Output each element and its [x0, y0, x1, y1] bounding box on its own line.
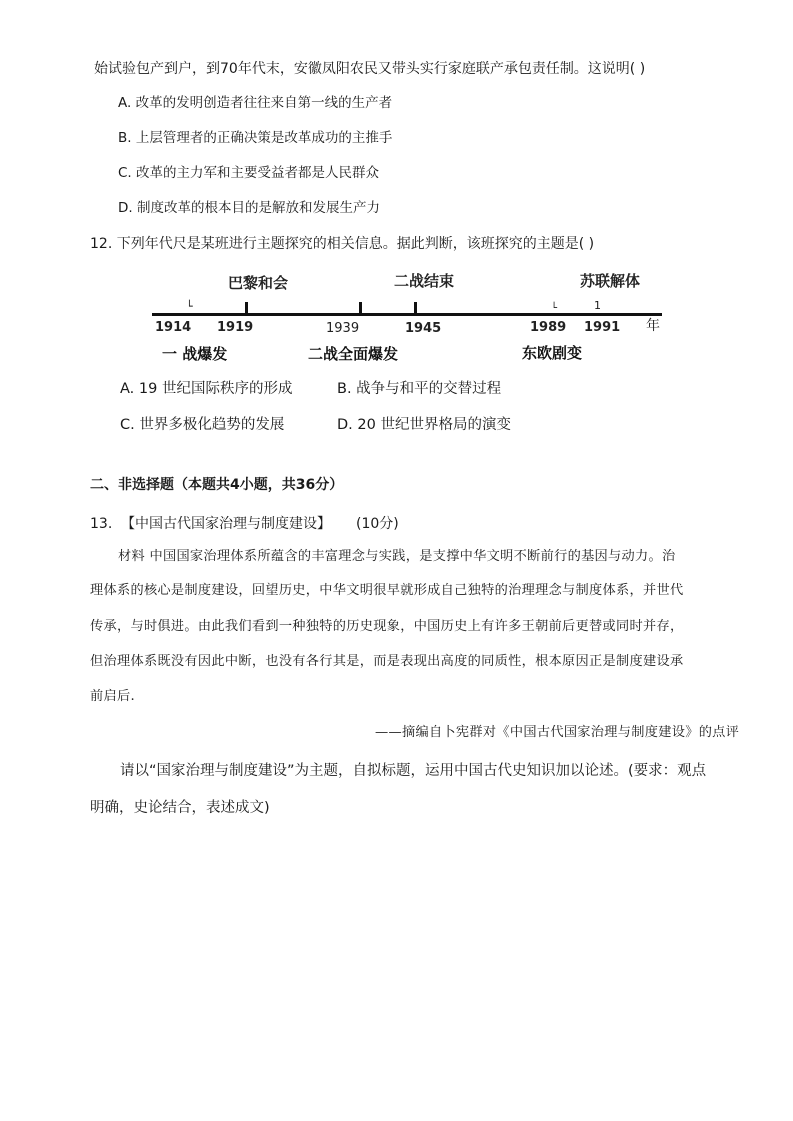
timeline-mark-1989: └: [551, 303, 558, 314]
q12-option-a: A. 19 世纪国际秩序的形成: [120, 381, 293, 397]
q11-option-d: D. 制度改革的根本目的是解放和发展生产力: [118, 200, 380, 216]
q11-stem-tail: 始试验包产到户，到70年代末，安徽凤阳农民又带头实行家庭联产承包责任制。这说明( ): [94, 61, 646, 77]
timeline-tick-1919: [245, 302, 248, 316]
q11-option-c: C. 改革的主力军和主要受益者都是人民群众: [118, 165, 380, 181]
timeline-year-1991: 1991: [584, 320, 621, 335]
q13-material-line: 但治理体系既没有因此中断，也没有各行其是，而是表现出高度的同质性，根本原因正是制度建设承: [90, 654, 684, 669]
q13-task-line: 请以“国家治理与制度建设”为主题，自拟标题，运用中国古代史知识加以论述。(要求：观点: [120, 763, 707, 779]
timeline-event-paris-conference: 巴黎和会: [228, 274, 289, 292]
timeline-event-ww2-end: 二战结束: [394, 272, 455, 290]
q13-source: ——摘编自卜宪群对《中国古代国家治理与制度建设》的点评: [375, 725, 740, 740]
timeline-axis: [152, 313, 662, 316]
timeline-year-1919: 1919: [217, 320, 254, 335]
q12-option-b: B. 战争与和平的交替过程: [337, 381, 502, 397]
q12-option-c: C. 世界多极化趋势的发展: [120, 417, 285, 433]
timeline-mark-1991: 1: [594, 299, 601, 312]
q13-material-line: 传承，与时俱进。由此我们看到一种独特的历史现象，中国历史上有许多王朝前后更替或同时并存，: [90, 619, 684, 634]
timeline-tick-1939: [359, 302, 362, 316]
q11-option-a: A. 改革的发明创造者往往来自第一线的生产者: [118, 95, 393, 111]
q13-task-line: 明确，史论结合，表述成文): [90, 800, 270, 816]
timeline-year-1914: 1914: [155, 320, 192, 335]
section-heading: 二、非选择题（本题共4小题，共36分）: [90, 477, 344, 493]
q13-number: 13.: [90, 516, 113, 532]
timeline-year-1945: 1945: [405, 321, 442, 336]
q13-score: (10分): [356, 516, 399, 532]
q13-material-line: 材料 中国国家治理体系所蕴含的丰富理念与实践，是支撑中华文明不断前行的基因与动力。治: [118, 549, 676, 564]
timeline-event-ww1-outbreak: 一 战爆发: [162, 345, 228, 363]
q13-title: 【中国古代国家治理与制度建设】: [121, 516, 331, 532]
timeline-event-ww2-full-outbreak: 二战全面爆发: [308, 345, 399, 363]
timeline-year-1989: 1989: [530, 320, 567, 335]
timeline-mark-1914: └: [186, 300, 193, 313]
timeline-event-ussr-dissolution: 苏联解体: [580, 272, 641, 290]
q12-stem: 12. 下列年代尺是某班进行主题探究的相关信息。据此判断，该班探究的主题是( ): [90, 236, 595, 252]
timeline-figure: [150, 266, 690, 366]
q13-material-line: 前启后.: [90, 689, 135, 704]
timeline-event-east-europe-upheaval: 东欧剧变: [522, 344, 583, 362]
timeline-year-1939: 1939: [326, 321, 360, 336]
timeline-tick-1945: [414, 302, 417, 316]
q11-option-b: B. 上层管理者的正确决策是改革成功的主推手: [118, 130, 393, 146]
timeline-unit: 年: [646, 318, 660, 334]
q12-option-d: D. 20 世纪世界格局的演变: [337, 417, 511, 433]
q13-material-line: 理体系的核心是制度建设，回望历史，中华文明很早就形成自己独特的治理理念与制度体系，并世代: [90, 583, 684, 598]
